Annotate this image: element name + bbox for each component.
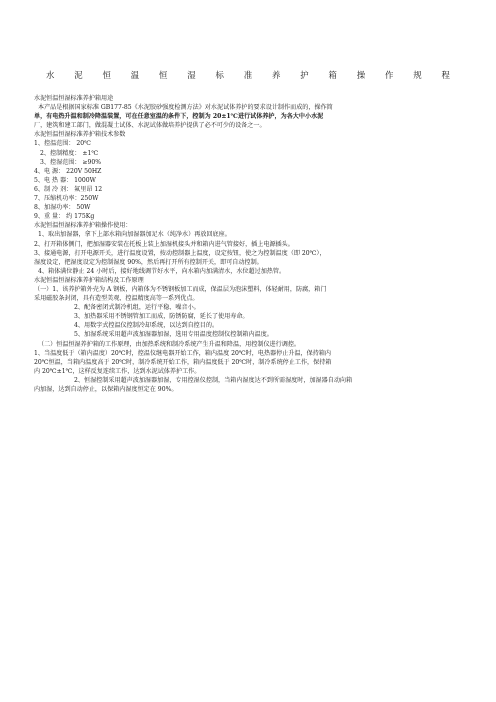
text-line: （二）恒温恒湿养护箱的工作原理，由加热系统和制冷系统产生升温和降温，用控制仪进行调控。 xyxy=(38,340,301,348)
title-char: 恒 xyxy=(159,70,168,80)
text-line: 水泥恒温恒湿标准养护箱结构及工作原理 xyxy=(34,276,144,284)
text-line: 1、控温范围： 20℃ xyxy=(34,140,91,148)
title-char: 程 xyxy=(441,70,450,80)
text-line: 本产品是根据国家标准 GB177-85《水泥胶砂强度检测方法》对水泥试体养护的要求设计制作而成的，操作简 xyxy=(38,104,333,112)
text-line: 3、加热器采用不锈钢管加工而成，防锈防腐，延长了使用寿命。 xyxy=(74,313,249,321)
title-char: 养 xyxy=(272,70,281,80)
text-line: 6、制 冷 剂： 氟里昂 12 xyxy=(34,185,103,193)
title-char: 箱 xyxy=(328,70,337,80)
text-line: 4、用数字式控温仪控制冷却系统，以达到自控目的。 xyxy=(74,322,219,330)
text-line: 厂，建筑和建工部门，做混凝土试体、水泥试体做培养护提供了必不可少的设备之一。 xyxy=(34,122,266,130)
title-char: 标 xyxy=(215,70,224,80)
text-line: 7、压缩机功率：250W xyxy=(34,195,99,203)
title-char: 准 xyxy=(243,70,253,80)
text-line: 4、电 源： 220V 50HZ xyxy=(34,167,102,175)
text-line: 5、加湿系统采用超声波加湿器加湿，选用专用温度控制仪控制箱内温度。 xyxy=(74,331,273,339)
title-char: 泥 xyxy=(74,70,83,80)
text-line: 采用磁胶条封闭，具有造型美观、控温精度高等一系列优点。 xyxy=(34,295,199,303)
text-line: （一）1、该养护箱外壳为 A 钢板，内箱体为不锈钢板加工而成，保温层为泡沫塑料，体轻耐用，防腐，箱门 xyxy=(34,285,327,293)
text-line: 2、打开箱体侧门，把加湿器安装在托板上装上加湿机接头并和箱内进气管接好，插上电源插头。 xyxy=(34,240,294,248)
title-char: 恒 xyxy=(102,70,111,80)
text-line: 3、控湿范围： ≥90% xyxy=(40,158,102,166)
text-line: 水泥恒温恒湿标准养护箱操作使用： xyxy=(34,222,132,230)
text-line: 水泥恒温恒湿标准养护箱用途 xyxy=(34,95,114,102)
text-line: 5、电 热 器： 1000W xyxy=(34,176,96,184)
text-line: 8、加湿功率： 50W xyxy=(34,204,91,212)
text-line: 3、接通电源，打开电源开关，进行温度设置，按动控制器上温度，设定按钮，使之为控制温度（即 20℃）， xyxy=(34,249,326,257)
text-line: 4、箱体满位静止 24 小时后，接好地线调节好水平，向水箱内加满清水，水位超过加热管。 xyxy=(38,267,286,275)
text-line: 内加湿，达到自动停止，以保箱内湿度恒定在 90%。 xyxy=(34,386,178,393)
text-line: 1、取出加湿器，拿下上部水箱向加湿器加足水（纯净水）再放回底座。 xyxy=(38,231,231,239)
text-line: 20℃恒温，当箱内温度高于 20℃时，制冷系统开始工作，箱内温度低于 20℃时，制冷系统停止工作，保持箱 xyxy=(34,358,332,366)
text-line: 内 20℃±1℃，这样反复连续工作，达到水泥试体养护工作。 xyxy=(34,367,201,375)
text-line: 9、重 量： 约 175Kg xyxy=(34,213,95,221)
title-char: 护 xyxy=(300,70,309,80)
text-line: 2、控制精度： ±1℃ xyxy=(40,149,99,157)
title-char: 规 xyxy=(413,70,422,80)
text-line: 水泥恒温恒湿标准养护箱技术参数 xyxy=(34,131,126,139)
text-line: 湿度设定，把湿度设定为控制湿度 90%，然后再打开所有控制开关，即可自动控制。 xyxy=(34,258,263,266)
title-char: 操 xyxy=(356,70,366,80)
text-line: 单，有电热升温和制冷降温装置，可在任意室温的条件下，控制为 20±1℃进行试体养护，为各大中小水泥 xyxy=(34,113,324,121)
title-char: 温 xyxy=(130,70,140,80)
title-char: 湿 xyxy=(187,70,196,80)
text-line: 2、恒湿控制采用超声波加湿器加湿，专用控湿仪控制，当箱内湿度达不到所需湿度时，加湿器自动向箱 xyxy=(74,376,353,384)
title-char: 水 xyxy=(46,70,55,80)
document-body xyxy=(34,94,464,394)
document-title xyxy=(46,69,450,81)
title-char: 作 xyxy=(385,70,394,80)
text-line: 2、配备密闭式制冷机组，运行平稳、噪音小。 xyxy=(74,304,200,312)
text-line: 1、当温度低于（箱内温度）20℃时，控温仪继电器开始工作，箱内温度 20℃时，电热器停止升温，保持箱内 xyxy=(34,349,331,357)
